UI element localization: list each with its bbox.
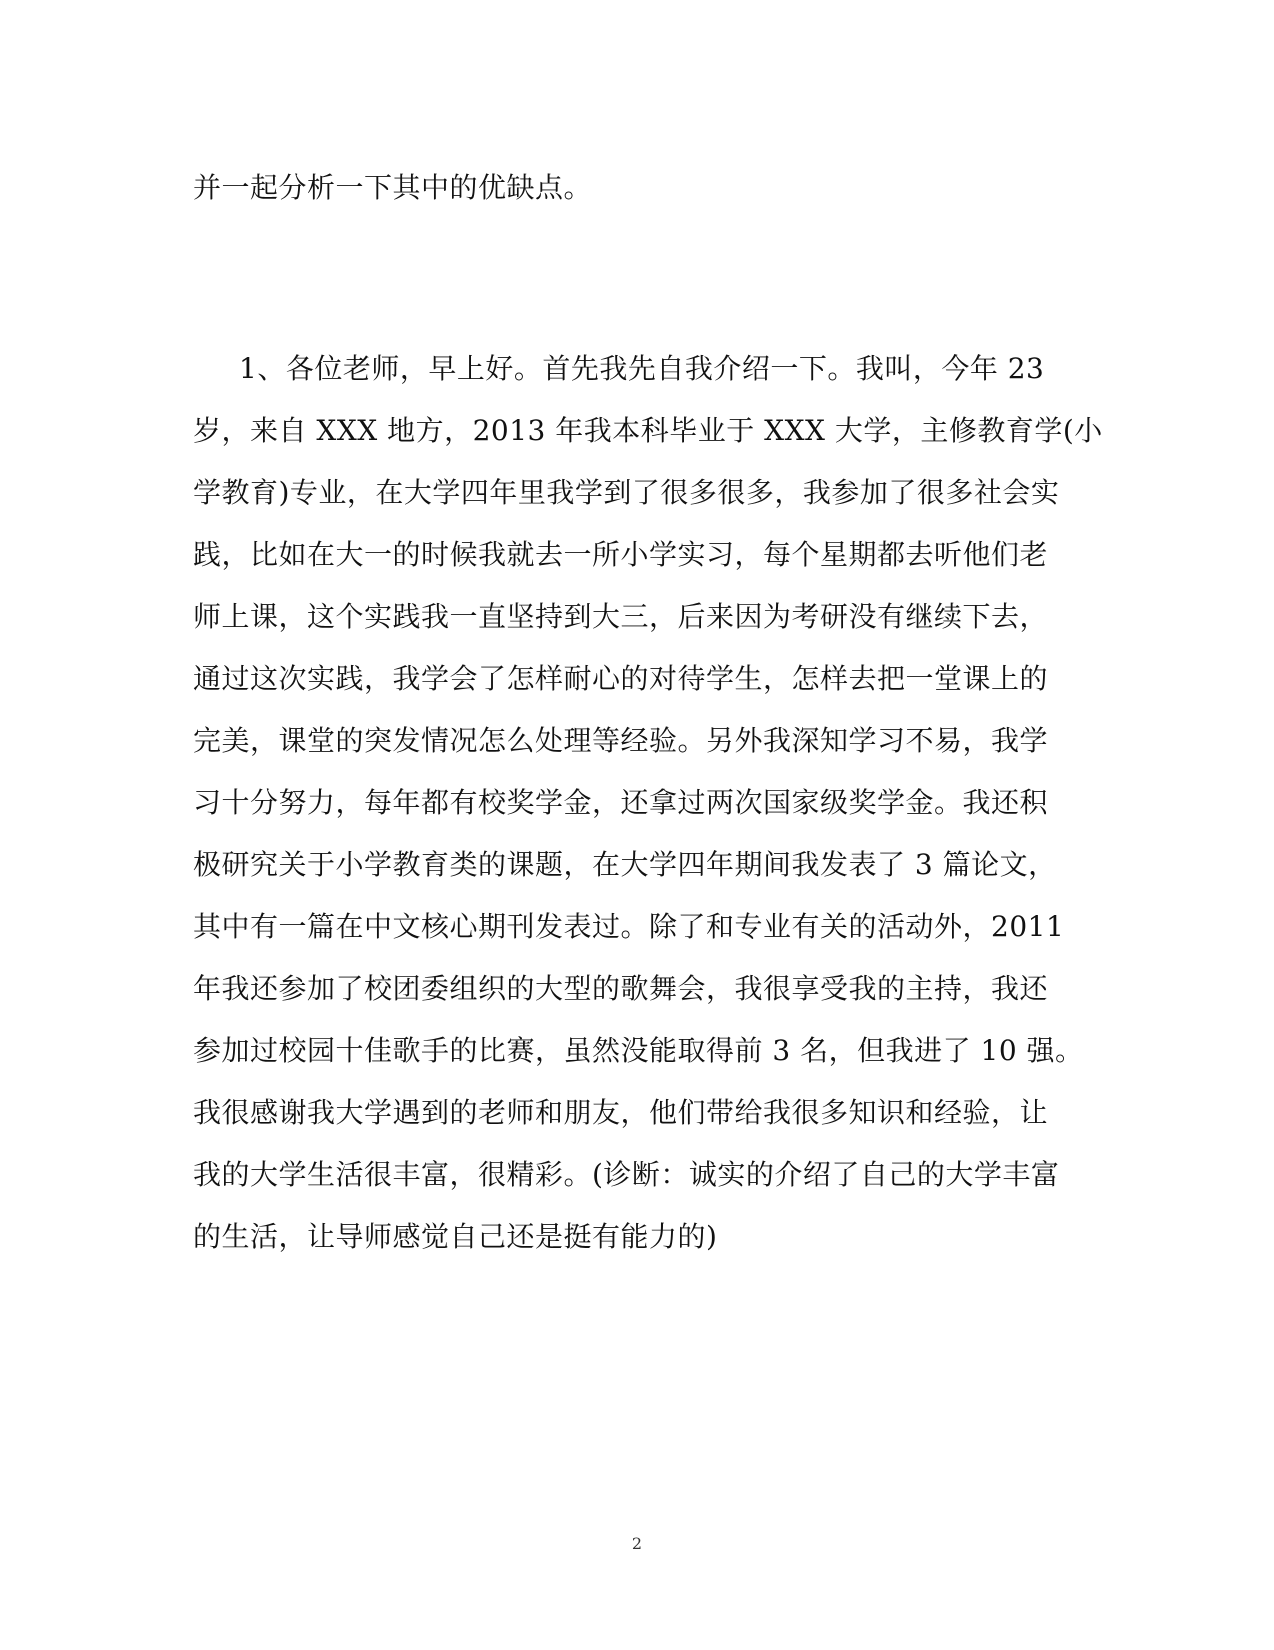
paragraph-line: 通过这次实践，我学会了怎样耐心的对待学生，怎样去把一堂课上的 xyxy=(193,662,1049,695)
paragraph-line: 其中有一篇在中文核心期刊发表过。除了和专业有关的活动外，2011 xyxy=(193,910,1065,943)
paragraph-line: 极研究关于小学教育类的课题，在大学四年期间我发表了 3 篇论文， xyxy=(193,848,1057,881)
paragraph-line: 岁，来自 XXX 地方，2013 年我本科毕业于 XXX 大学，主修教育学(小 xyxy=(193,414,1103,447)
paragraph-line: 1、各位老师，早上好。首先我先自我介绍一下。我叫，今年 23 xyxy=(239,352,1045,385)
paragraph-line: 我很感谢我大学遇到的老师和朋友，他们带给我很多知识和经验，让 xyxy=(193,1096,1049,1129)
paragraph-line: 师上课，这个实践我一直坚持到大三，后来因为考研没有继续下去， xyxy=(193,600,1049,633)
paragraph-line: 我的大学生活很丰富，很精彩。(诊断：诚实的介绍了自己的大学丰富 xyxy=(193,1158,1060,1191)
paragraph-line: 年我还参加了校团委组织的大型的歌舞会，我很享受我的主持，我还 xyxy=(193,972,1049,1005)
paragraph-line: 参加过校园十佳歌手的比赛，虽然没能取得前 3 名，但我进了 10 强。 xyxy=(193,1034,1084,1067)
paragraph-line: 习十分努力，每年都有校奖学金，还拿过两次国家级奖学金。我还积 xyxy=(193,786,1049,819)
paragraph-line: 学教育)专业，在大学四年里我学到了很多很多，我参加了很多社会实 xyxy=(193,476,1060,509)
paragraph-line: 的生活，让导师感觉自己还是挺有能力的) xyxy=(193,1220,718,1253)
paragraph-line: 践，比如在大一的时候我就去一所小学实习，每个星期都去听他们老 xyxy=(193,538,1049,571)
intro-line: 并一起分析一下其中的优缺点。 xyxy=(193,171,593,204)
page-number: 2 xyxy=(631,1534,643,1553)
paragraph-line: 完美，课堂的突发情况怎么处理等经验。另外我深知学习不易，我学 xyxy=(193,724,1049,757)
